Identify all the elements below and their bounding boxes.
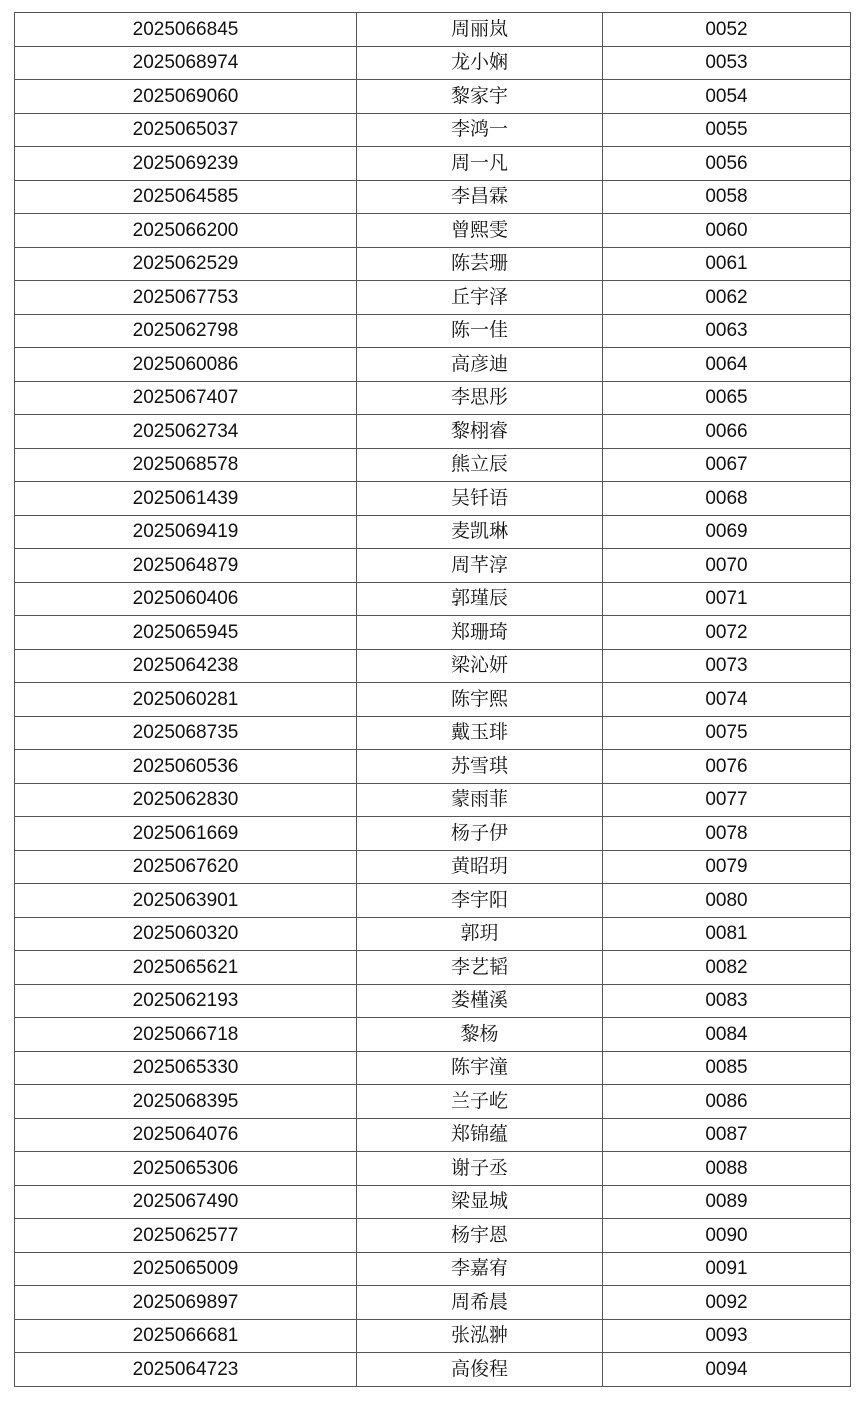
table-row bbox=[15, 348, 851, 382]
seat-code-cell: 0079 bbox=[603, 850, 851, 884]
student-id-cell: 2025062193 bbox=[15, 984, 357, 1018]
table-row bbox=[15, 247, 851, 281]
table-row bbox=[15, 783, 851, 817]
table-row bbox=[15, 1018, 851, 1052]
table-row bbox=[15, 314, 851, 348]
student-id-cell: 2025064723 bbox=[15, 1353, 357, 1387]
seat-code-cell: 0075 bbox=[603, 716, 851, 750]
student-name-cell: 张泓翀 bbox=[357, 1319, 603, 1353]
student-id-cell: 2025061439 bbox=[15, 482, 357, 516]
student-name-cell: 高俊程 bbox=[357, 1353, 603, 1387]
table-row bbox=[15, 482, 851, 516]
seat-code-cell: 0058 bbox=[603, 180, 851, 214]
seat-code-cell: 0061 bbox=[603, 247, 851, 281]
seat-code-cell: 0076 bbox=[603, 750, 851, 784]
student-id-cell: 2025067753 bbox=[15, 281, 357, 315]
student-name-cell: 梁显城 bbox=[357, 1185, 603, 1219]
table-row bbox=[15, 582, 851, 616]
table-row bbox=[15, 515, 851, 549]
student-id-cell: 2025060086 bbox=[15, 348, 357, 382]
student-id-cell: 2025066718 bbox=[15, 1018, 357, 1052]
seat-code-cell: 0087 bbox=[603, 1118, 851, 1152]
student-id-cell: 2025069239 bbox=[15, 147, 357, 181]
table-row bbox=[15, 1152, 851, 1186]
table-row bbox=[15, 1219, 851, 1253]
table-row bbox=[15, 616, 851, 650]
student-name-cell: 戴玉琲 bbox=[357, 716, 603, 750]
seat-code-cell: 0060 bbox=[603, 214, 851, 248]
student-name-cell: 黄昭玥 bbox=[357, 850, 603, 884]
student-id-cell: 2025069897 bbox=[15, 1286, 357, 1320]
student-name-cell: 杨宇恩 bbox=[357, 1219, 603, 1253]
table-row bbox=[15, 1118, 851, 1152]
student-name-cell: 曾熙雯 bbox=[357, 214, 603, 248]
student-id-cell: 2025068974 bbox=[15, 46, 357, 80]
seat-code-cell: 0077 bbox=[603, 783, 851, 817]
student-name-cell: 杨子伊 bbox=[357, 817, 603, 851]
table-row bbox=[15, 214, 851, 248]
table-row bbox=[15, 817, 851, 851]
seat-code-cell: 0074 bbox=[603, 683, 851, 717]
table-row bbox=[15, 13, 851, 47]
student-id-cell: 2025067620 bbox=[15, 850, 357, 884]
table-row bbox=[15, 281, 851, 315]
table-row bbox=[15, 415, 851, 449]
table-row bbox=[15, 1319, 851, 1353]
student-name-cell: 李昌霖 bbox=[357, 180, 603, 214]
seat-code-cell: 0071 bbox=[603, 582, 851, 616]
table-row bbox=[15, 850, 851, 884]
student-name-cell: 娄槿溪 bbox=[357, 984, 603, 1018]
student-id-cell: 2025068735 bbox=[15, 716, 357, 750]
seat-code-cell: 0086 bbox=[603, 1085, 851, 1119]
seat-code-cell: 0073 bbox=[603, 649, 851, 683]
table-row bbox=[15, 984, 851, 1018]
seat-code-cell: 0069 bbox=[603, 515, 851, 549]
student-name-cell: 谢子丞 bbox=[357, 1152, 603, 1186]
table-row bbox=[15, 1353, 851, 1387]
student-id-cell: 2025064879 bbox=[15, 549, 357, 583]
student-id-cell: 2025066200 bbox=[15, 214, 357, 248]
table-row bbox=[15, 951, 851, 985]
student-name-cell: 李嘉宥 bbox=[357, 1252, 603, 1286]
seat-code-cell: 0063 bbox=[603, 314, 851, 348]
student-id-cell: 2025067490 bbox=[15, 1185, 357, 1219]
student-id-cell: 2025065037 bbox=[15, 113, 357, 147]
seat-code-cell: 0089 bbox=[603, 1185, 851, 1219]
student-name-cell: 苏雪琪 bbox=[357, 750, 603, 784]
student-id-cell: 2025060281 bbox=[15, 683, 357, 717]
student-name-cell: 陈宇潼 bbox=[357, 1051, 603, 1085]
seat-code-cell: 0085 bbox=[603, 1051, 851, 1085]
seat-code-cell: 0067 bbox=[603, 448, 851, 482]
student-name-cell: 陈芸珊 bbox=[357, 247, 603, 281]
student-id-cell: 2025064585 bbox=[15, 180, 357, 214]
student-name-cell: 郭瑾辰 bbox=[357, 582, 603, 616]
student-id-cell: 2025065945 bbox=[15, 616, 357, 650]
table-row bbox=[15, 716, 851, 750]
table-row bbox=[15, 1252, 851, 1286]
student-id-cell: 2025065009 bbox=[15, 1252, 357, 1286]
seat-code-cell: 0092 bbox=[603, 1286, 851, 1320]
student-name-cell: 郑锦蕴 bbox=[357, 1118, 603, 1152]
table-row bbox=[15, 381, 851, 415]
table-row bbox=[15, 46, 851, 80]
seat-code-cell: 0082 bbox=[603, 951, 851, 985]
student-name-cell: 李鸿一 bbox=[357, 113, 603, 147]
student-id-cell: 2025066681 bbox=[15, 1319, 357, 1353]
student-name-cell: 周一凡 bbox=[357, 147, 603, 181]
table-row bbox=[15, 147, 851, 181]
roster-table bbox=[14, 12, 851, 1387]
seat-code-cell: 0052 bbox=[603, 13, 851, 47]
student-id-cell: 2025062734 bbox=[15, 415, 357, 449]
seat-code-cell: 0066 bbox=[603, 415, 851, 449]
seat-code-cell: 0083 bbox=[603, 984, 851, 1018]
table-row bbox=[15, 649, 851, 683]
student-name-cell: 黎栩睿 bbox=[357, 415, 603, 449]
student-id-cell: 2025068578 bbox=[15, 448, 357, 482]
seat-code-cell: 0064 bbox=[603, 348, 851, 382]
student-id-cell: 2025065330 bbox=[15, 1051, 357, 1085]
seat-code-cell: 0072 bbox=[603, 616, 851, 650]
student-name-cell: 周丽岚 bbox=[357, 13, 603, 47]
student-id-cell: 2025069060 bbox=[15, 80, 357, 114]
student-name-cell: 吴钎语 bbox=[357, 482, 603, 516]
student-name-cell: 周芊淳 bbox=[357, 549, 603, 583]
student-id-cell: 2025063901 bbox=[15, 884, 357, 918]
table-row bbox=[15, 448, 851, 482]
student-name-cell: 兰子屹 bbox=[357, 1085, 603, 1119]
table-row bbox=[15, 1286, 851, 1320]
student-name-cell: 李宇阳 bbox=[357, 884, 603, 918]
student-name-cell: 黎杨 bbox=[357, 1018, 603, 1052]
seat-code-cell: 0094 bbox=[603, 1353, 851, 1387]
student-name-cell: 陈一佳 bbox=[357, 314, 603, 348]
seat-code-cell: 0068 bbox=[603, 482, 851, 516]
seat-code-cell: 0081 bbox=[603, 917, 851, 951]
student-id-cell: 2025060320 bbox=[15, 917, 357, 951]
roster-table-body bbox=[15, 13, 851, 1387]
seat-code-cell: 0053 bbox=[603, 46, 851, 80]
seat-code-cell: 0062 bbox=[603, 281, 851, 315]
student-name-cell: 郑珊琦 bbox=[357, 616, 603, 650]
student-id-cell: 2025064238 bbox=[15, 649, 357, 683]
student-id-cell: 2025067407 bbox=[15, 381, 357, 415]
table-row bbox=[15, 1185, 851, 1219]
student-name-cell: 郭玥 bbox=[357, 917, 603, 951]
table-row bbox=[15, 180, 851, 214]
table-row bbox=[15, 80, 851, 114]
seat-code-cell: 0055 bbox=[603, 113, 851, 147]
seat-code-cell: 0091 bbox=[603, 1252, 851, 1286]
table-row bbox=[15, 113, 851, 147]
student-name-cell: 李艺韬 bbox=[357, 951, 603, 985]
student-name-cell: 龙小娴 bbox=[357, 46, 603, 80]
table-row bbox=[15, 917, 851, 951]
student-id-cell: 2025062798 bbox=[15, 314, 357, 348]
student-id-cell: 2025062529 bbox=[15, 247, 357, 281]
seat-code-cell: 0056 bbox=[603, 147, 851, 181]
student-id-cell: 2025065306 bbox=[15, 1152, 357, 1186]
student-id-cell: 2025060536 bbox=[15, 750, 357, 784]
seat-code-cell: 0093 bbox=[603, 1319, 851, 1353]
seat-code-cell: 0078 bbox=[603, 817, 851, 851]
student-name-cell: 麦凯琳 bbox=[357, 515, 603, 549]
student-id-cell: 2025066845 bbox=[15, 13, 357, 47]
student-id-cell: 2025062577 bbox=[15, 1219, 357, 1253]
student-name-cell: 蒙雨菲 bbox=[357, 783, 603, 817]
student-id-cell: 2025060406 bbox=[15, 582, 357, 616]
student-id-cell: 2025069419 bbox=[15, 515, 357, 549]
table-row bbox=[15, 1085, 851, 1119]
seat-code-cell: 0084 bbox=[603, 1018, 851, 1052]
student-id-cell: 2025062830 bbox=[15, 783, 357, 817]
student-name-cell: 李思彤 bbox=[357, 381, 603, 415]
student-id-cell: 2025061669 bbox=[15, 817, 357, 851]
student-name-cell: 高彦迪 bbox=[357, 348, 603, 382]
student-name-cell: 黎家宇 bbox=[357, 80, 603, 114]
student-name-cell: 梁沁妍 bbox=[357, 649, 603, 683]
seat-code-cell: 0054 bbox=[603, 80, 851, 114]
student-name-cell: 陈宇熙 bbox=[357, 683, 603, 717]
student-id-cell: 2025065621 bbox=[15, 951, 357, 985]
seat-code-cell: 0080 bbox=[603, 884, 851, 918]
seat-code-cell: 0088 bbox=[603, 1152, 851, 1186]
student-id-cell: 2025064076 bbox=[15, 1118, 357, 1152]
seat-code-cell: 0065 bbox=[603, 381, 851, 415]
table-row bbox=[15, 884, 851, 918]
student-name-cell: 丘宇泽 bbox=[357, 281, 603, 315]
seat-code-cell: 0090 bbox=[603, 1219, 851, 1253]
table-row bbox=[15, 549, 851, 583]
seat-code-cell: 0070 bbox=[603, 549, 851, 583]
table-row bbox=[15, 750, 851, 784]
student-name-cell: 熊立辰 bbox=[357, 448, 603, 482]
table-row bbox=[15, 1051, 851, 1085]
student-id-cell: 2025068395 bbox=[15, 1085, 357, 1119]
table-row bbox=[15, 683, 851, 717]
student-name-cell: 周希晨 bbox=[357, 1286, 603, 1320]
